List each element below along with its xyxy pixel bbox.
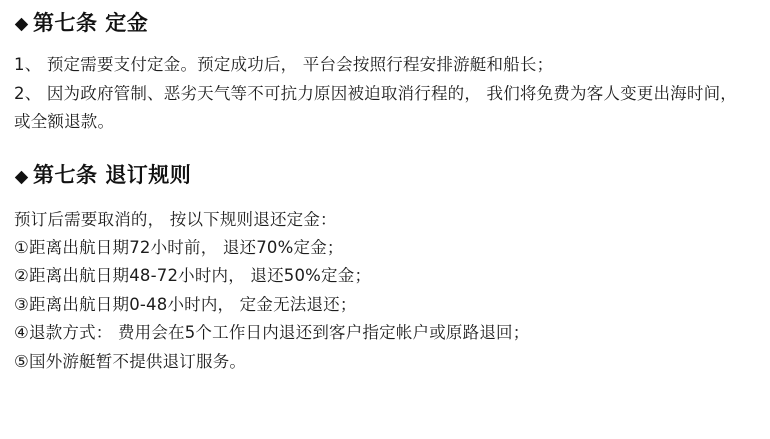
deposit-paragraph-2: 2、 因为政府管制、恶劣天气等不可抗力原因被迫取消行程的， 我们将免费为客人变更出海时间， 或全额退款。 bbox=[14, 83, 743, 132]
cancellation-intro: 预订后需要取消的， 按以下规则退还定金： bbox=[14, 209, 337, 229]
list-item: ⑤国外游艇暂不提供退订服务。 bbox=[14, 351, 247, 371]
list-item: ②距离出航日期48-72小时内， 退还50%定金； bbox=[14, 266, 372, 286]
section-heading-deposit bbox=[14, 10, 756, 37]
section-title-text: 第七条 定金 bbox=[33, 11, 149, 35]
list-item: ③距离出航日期0-48小时内， 定金无法退还； bbox=[14, 294, 357, 314]
list-item: ④退款方式： 费用会在5个工作日内退还到客户指定帐户或原路退回； bbox=[14, 323, 530, 343]
list-item: ①距离出航日期72小时前， 退还70%定金； bbox=[14, 238, 344, 258]
section-cancellation bbox=[14, 162, 756, 376]
section-heading-cancellation bbox=[14, 162, 756, 189]
section-deposit bbox=[14, 10, 756, 136]
section-title-text: 第七条 退订规则 bbox=[33, 163, 192, 188]
diamond-bullet-icon bbox=[14, 170, 29, 185]
diamond-bullet-icon bbox=[14, 17, 29, 32]
deposit-paragraph-1: 1、 预定需要支付定金。预定成功后， 平台会按照行程安排游艇和船长； bbox=[14, 55, 554, 75]
